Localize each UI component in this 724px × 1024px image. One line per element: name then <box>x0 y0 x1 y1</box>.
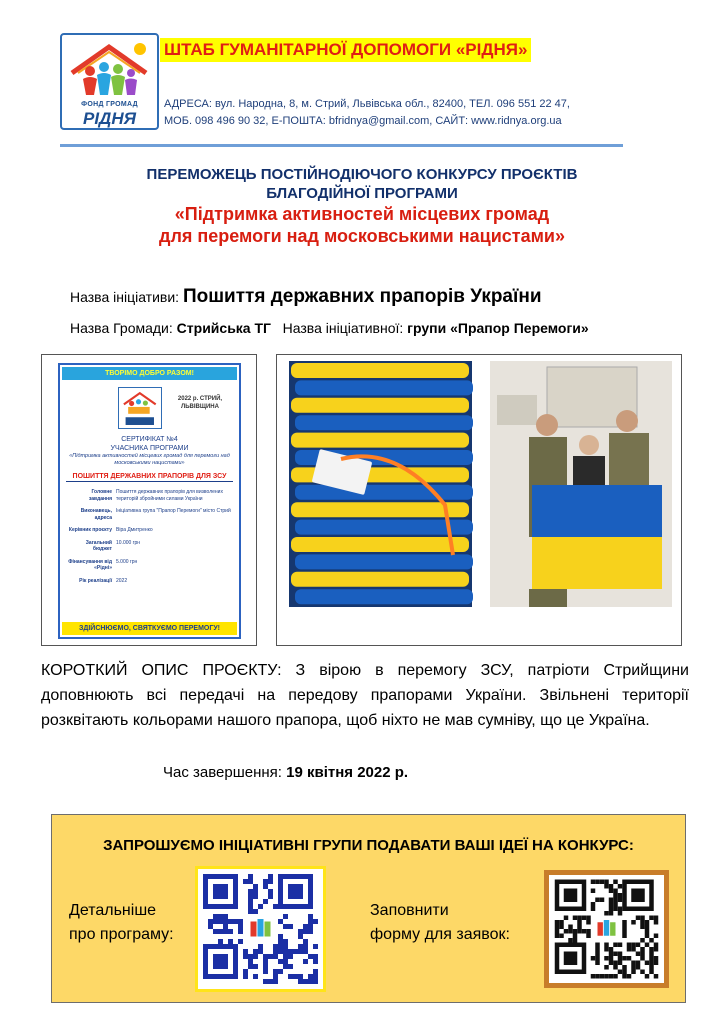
invitation-title: ЗАПРОШУЄМО ІНІЦІАТИВНІ ГРУПИ ПОДАВАТИ ВАШІ ІДЕЇ НА КОНКУРС: <box>103 837 634 854</box>
certificate-row: Головне завдання Пошиття державних прапорів для визволених територій збройними силами України <box>88 489 223 502</box>
certificate-row: Керівник проєкту Віра Дмитренко <box>68 527 153 533</box>
completion-label: Час завершення: <box>163 764 287 781</box>
ridnya-logo-icon <box>119 388 161 428</box>
header-divider <box>60 144 623 147</box>
community-label: Назва Громади: <box>70 320 177 336</box>
application-form-qr[interactable] <box>544 870 669 988</box>
certificate-logo <box>118 387 162 429</box>
certificate-bottom-banner: ЗДІЙСНЮЄМО, СВЯТКУЄМО ПЕРЕМОГУ! <box>62 622 237 635</box>
certificate-row: Загальний бюджет 10.000 грн <box>85 539 141 552</box>
application-form-label: Заповнити форму для заявок: <box>370 902 510 943</box>
completion-value: 19 квітня 2022 р. <box>286 764 409 781</box>
flag-stripe <box>295 589 473 604</box>
certificate-subtitle: УЧАСНИКА ПРОГРАМИ <box>110 445 189 452</box>
flag-stripe <box>295 415 473 430</box>
certificate-number: СЕРТИФІКАТ №4 <box>121 436 178 443</box>
program-name-line2: для перемоги над московськими нацистами» <box>159 226 565 246</box>
certificate-details <box>68 489 231 590</box>
certificate <box>58 363 241 639</box>
photos-illustration <box>277 355 681 645</box>
initiative-name-value: Пошиття державних прапорів України <box>182 286 542 307</box>
certificate-top-banner: ТВОРІМО ДОБРО РАЗОМ! <box>62 367 237 380</box>
certificate-program: «Підтримка активностей місцевих громад для перемоги над московськими нацистами» <box>69 453 230 466</box>
photo-people-with-flag <box>490 361 672 607</box>
certificate-project: ПОШИТТЯ ДЕРЖАВНИХ ПРАПОРІВ ДЛЯ ЗСУ <box>66 473 233 482</box>
certificate-row: Рік реалізації 2022 <box>79 577 128 584</box>
qr-code-icon <box>198 869 323 989</box>
photos-panel <box>276 354 682 646</box>
headline-line2: БЛАГОДІЙНОЇ ПРОГРАМИ <box>266 185 458 202</box>
logo-wordmark: РІДНЯ <box>82 109 136 128</box>
org-title: ШТАБ ГУМАНІТАРНОЇ ДОПОМОГИ «РІДНЯ» <box>160 38 531 62</box>
certificate-row: Виконавець, адреса Ініціативна група "Прапор Перемоги" місто Стрий <box>80 508 231 521</box>
group-label: Назва ініціативної: <box>282 320 408 336</box>
program-info-label: Детальніше про програму: <box>69 902 174 943</box>
certificate-title <box>60 435 239 453</box>
flag-stripe <box>291 398 469 413</box>
program-info-qr[interactable] <box>195 866 326 992</box>
initiative-name <box>70 286 542 308</box>
flag-stripe <box>291 363 469 378</box>
flag-stripe <box>291 537 469 552</box>
flag-stripe <box>295 380 473 395</box>
completion-date <box>163 764 408 781</box>
headline <box>60 165 664 247</box>
photo-flags-stack <box>289 361 473 607</box>
logo-caption: ФОНД ГРОМАД <box>81 101 138 108</box>
project-description: КОРОТКИЙ ОПИС ПРОЄКТУ: З вірою в перемогу ЗСУ, патріоти Стрийщини доповнюють всі передачі на передову прапорами України. Звільнені території розквітають кольорами нашого прапора, щоб ніхто не мав сумніву, що це Україна. <box>41 662 689 729</box>
certificate-image <box>41 354 257 646</box>
contacts-line-online: МОБ. 098 496 90 32, Е-ПОШТА: bfridnya@gmail.com, САЙТ: www.ridnya.org.ua <box>164 115 562 127</box>
headline-line1: ПЕРЕМОЖЕЦЬ ПОСТІЙНОДІЮЧОГО КОНКУРСУ ПРОЄКТІВ <box>146 166 578 183</box>
invitation-panel <box>51 814 686 1003</box>
flag-stripe <box>291 433 469 448</box>
ridnya-logo <box>60 33 159 130</box>
program-name-line1: «Підтримка активностей місцевих громад <box>174 204 550 224</box>
contacts-line-address: АДРЕСА: вул. Народна, 8, м. Стрий, Львівська обл., 82400, ТЕЛ. 096 551 22 47, <box>164 98 570 110</box>
qr-code-icon <box>549 875 664 983</box>
flag-stripe <box>295 485 473 500</box>
certificate-date-place: 2022 р. СТРИЙ, ЛЬВІВЩИНА <box>177 396 223 410</box>
initiative-community <box>70 320 589 336</box>
initiative-name-label: Назва ініціативи: <box>70 289 183 305</box>
community-value: Стрийська ТГ <box>176 320 271 336</box>
flag-stripe <box>295 554 473 569</box>
org-contacts <box>164 96 634 130</box>
flag-stripe <box>291 572 469 587</box>
group-value: групи «Прапор Перемоги» <box>407 320 589 336</box>
certificate-row: Фінансування від «Рідні» 5.000 грн <box>68 558 138 571</box>
